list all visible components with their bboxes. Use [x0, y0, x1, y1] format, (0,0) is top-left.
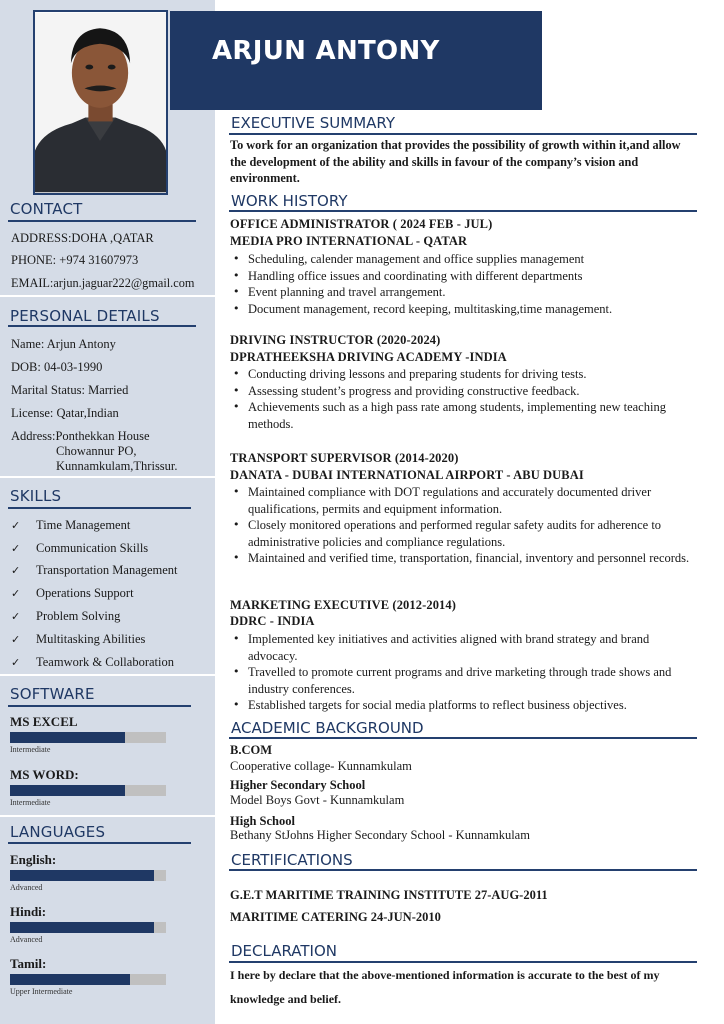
job-company: MEDIA PRO INTERNATIONAL - QATAR: [230, 234, 468, 248]
software-word-label: MS WORD:: [10, 767, 79, 782]
list-item: • Travelled to promote current programs and drive marketing through trade shows and industry conferences.: [230, 664, 696, 697]
list-item: • Conducting driving lessons and preparing students for driving tests.: [230, 366, 696, 383]
certification-item: MARITIME CATERING 24-JUN-2010: [230, 910, 441, 924]
education-school: Bethany StJohns Higher Secondary School - Kunnamkulam: [230, 828, 530, 842]
work-history-heading: WORK HISTORY: [231, 192, 348, 210]
contact-phone: PHONE: +974 31607973: [11, 253, 139, 267]
job-title: TRANSPORT SUPERVISOR (2014-2020): [230, 451, 459, 465]
personal-address-line2: Chowannur PO,: [56, 444, 137, 458]
education-school: Model Boys Govt - Kunnamkulam: [230, 793, 405, 807]
certifications-rule: [229, 869, 697, 871]
job-title: DRIVING INSTRUCTOR (2020-2024): [230, 333, 441, 347]
contact-heading: CONTACT: [10, 200, 83, 218]
skill-item: ✓ Time Management: [11, 517, 131, 532]
language-hindi-level: Advanced: [10, 935, 43, 944]
languages-rule: [8, 842, 191, 844]
executive-summary-text: To work for an organization that provides the possibility of growth within it,and allow the development of the ability and skills in favour of the company’s vision and environment.: [230, 138, 681, 185]
software-excel-bar: [10, 732, 166, 743]
job-company: DPRATHEEKSHA DRIVING ACADEMY -INDIA: [230, 350, 507, 364]
list-item: • Maintained compliance with DOT regulations and accurately documented driver qualifications, permits and equipment information.: [230, 484, 696, 517]
personal-license: License: Qatar,Indian: [11, 406, 119, 420]
education-school: Cooperative collage- Kunnamkulam: [230, 759, 412, 773]
checkmark-icon: ✓: [11, 541, 21, 555]
profile-photo: [33, 10, 168, 195]
skill-item: ✓ Multitasking Abilities: [11, 631, 146, 646]
skill-item: ✓ Teamwork & Collaboration: [11, 654, 174, 669]
list-item: • Assessing student’s progress and providing constructive feedback.: [230, 383, 696, 400]
job-bullets: [230, 484, 696, 567]
language-english-bar: [10, 870, 166, 881]
contact-rule: [8, 220, 196, 222]
personal-name: Name: Arjun Antony: [11, 337, 116, 351]
personal-details-heading: PERSONAL DETAILS: [10, 307, 160, 325]
software-heading: SOFTWARE: [10, 685, 95, 703]
skills-heading: SKILLS: [10, 487, 62, 505]
language-tamil-level: Upper Intermediate: [10, 987, 73, 996]
contact-address: ADDRESS:DOHA ,QATAR: [11, 231, 154, 245]
list-item: • Established targets for social media platforms to reflect business objectives.: [230, 697, 696, 714]
list-item: • Handling office issues and coordinating with different departments: [230, 268, 696, 285]
personal-details-rule: [8, 325, 196, 327]
job-bullets: [230, 366, 696, 432]
language-tamil-bar: [10, 974, 166, 985]
checkmark-icon: ✓: [11, 655, 21, 669]
education-degree: B.COM: [230, 743, 273, 757]
software-rule: [8, 705, 191, 707]
list-item: • Event planning and travel arrangement.: [230, 284, 696, 301]
list-item: • Document management, record keeping, multitasking,time management.: [230, 301, 696, 318]
education-degree: High School: [230, 814, 295, 828]
language-english-level: Advanced: [10, 883, 43, 892]
checkmark-icon: ✓: [11, 610, 21, 624]
checkmark-icon: ✓: [11, 587, 21, 601]
sidebar: [0, 0, 215, 1024]
academic-background-heading: ACADEMIC BACKGROUND: [231, 719, 424, 737]
skills-list: [11, 514, 178, 674]
certification-item: G.E.T MARITIME TRAINING INSTITUTE 27-AUG-2011: [230, 888, 548, 902]
personal-dob: DOB: 04-03-1990: [11, 360, 103, 374]
language-tamil-label: Tamil:: [10, 956, 47, 971]
executive-summary-rule: [229, 133, 697, 135]
education-degree: Higher Secondary School: [230, 778, 366, 792]
academic-background-rule: [229, 737, 697, 739]
section-separator: [0, 674, 215, 676]
checkmark-icon: ✓: [11, 518, 21, 532]
work-history-rule: [229, 210, 697, 212]
candidate-name: ARJUN ANTONY: [212, 36, 440, 66]
software-excel-label: MS EXCEL: [10, 714, 78, 729]
software-excel-level: Intermediate: [10, 745, 51, 754]
list-item: • Scheduling, calender management and office supplies management: [230, 251, 696, 268]
job-title: MARKETING EXECUTIVE (2012-2014): [230, 598, 457, 612]
executive-summary-heading: EXECUTIVE SUMMARY: [231, 114, 396, 132]
skill-item: ✓ Transportation Management: [11, 563, 178, 578]
job-bullets: [230, 251, 696, 317]
job-bullets: [230, 631, 696, 714]
software-word-level: Intermediate: [10, 798, 51, 807]
checkmark-icon: ✓: [11, 632, 21, 646]
job-company: DDRC - INDIA: [230, 614, 315, 628]
list-item: • Implemented key initiatives and activities aligned with brand strategy and brand advocacy.: [230, 631, 696, 664]
list-item: • Achievements such as a high pass rate among students, implementing new teaching methods.: [230, 399, 696, 432]
declaration-heading: DECLARATION: [231, 942, 337, 960]
declaration-text: I here by declare that the above-mentioned information is accurate to the best of my knowledge and belief.: [230, 968, 660, 1006]
list-item: • Closely monitored operations and performed regular safety audits for adherence to administrative policies and compliance regulations.: [230, 517, 696, 550]
skills-rule: [8, 507, 191, 509]
software-word-bar: [10, 785, 166, 796]
language-hindi-label: Hindi:: [10, 904, 47, 919]
section-separator: [0, 476, 215, 478]
skill-item: ✓ Problem Solving: [11, 609, 121, 624]
list-item: • Maintained and verified time, transportation, financial, inventory and personnel records.: [230, 550, 696, 567]
section-separator: [0, 295, 215, 297]
personal-address-line1: Address:Ponthekkan House: [11, 429, 150, 443]
section-separator: [0, 815, 215, 817]
language-english-label: English:: [10, 852, 57, 867]
skill-item: ✓ Operations Support: [11, 586, 134, 601]
contact-email: EMAIL:arjun.jaguar222@gmail.com: [11, 276, 195, 290]
checkmark-icon: ✓: [11, 564, 21, 578]
certifications-heading: CERTIFICATIONS: [231, 851, 353, 869]
languages-heading: LANGUAGES: [10, 823, 106, 841]
personal-address-line3: Kunnamkulam,Thrissur.: [56, 459, 178, 473]
job-company: DANATA - DUBAI INTERNATIONAL AIRPORT - ABU DUBAI: [230, 468, 584, 482]
skill-item: ✓ Communication Skills: [11, 540, 149, 555]
job-title: OFFICE ADMINISTRATOR ( 2024 FEB - JUL): [230, 217, 493, 231]
personal-marital-status: Marital Status: Married: [11, 383, 129, 397]
language-hindi-bar: [10, 922, 166, 933]
